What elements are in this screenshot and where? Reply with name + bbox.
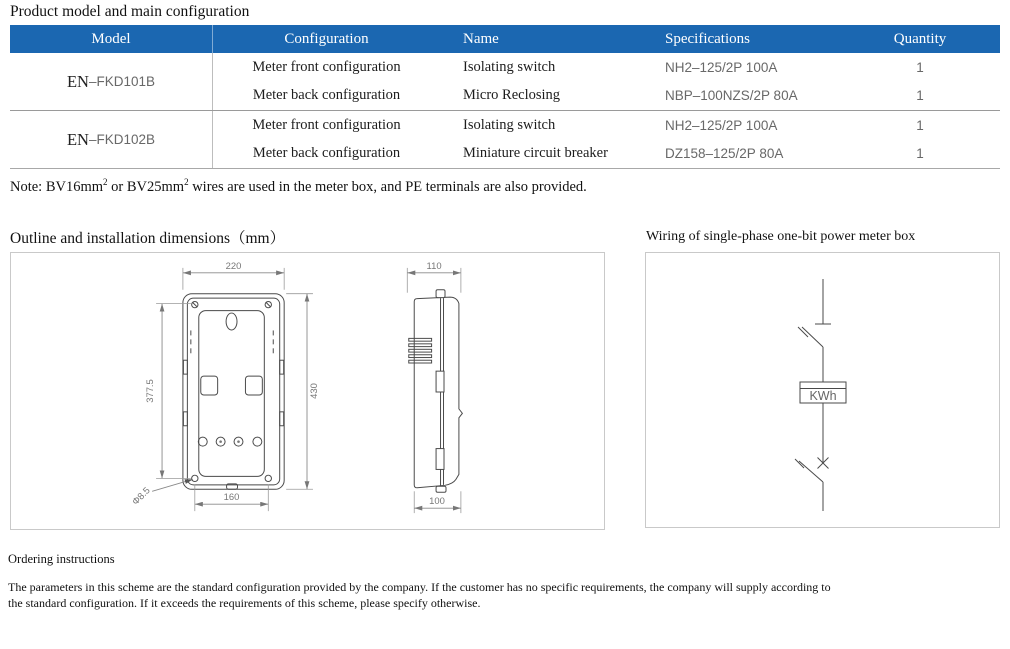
- wiring-diagram-panel: [645, 252, 1000, 528]
- meter-label: KWh: [809, 389, 837, 403]
- cell-configuration: Meter back configuration: [252, 145, 401, 162]
- cell-name: Micro Reclosing: [463, 87, 561, 104]
- note-superscript: 2: [184, 177, 189, 187]
- table-header-row: [10, 25, 1000, 53]
- outline-section-heading: Outline and installation dimensions（mm）: [10, 230, 286, 247]
- single-line-diagram: [795, 279, 846, 511]
- front-view-drawing: [183, 294, 284, 490]
- dim-label-377-5: 377.5: [144, 379, 156, 403]
- header-model: Model: [10, 25, 213, 53]
- table-row: [213, 111, 1000, 140]
- cell-name: Isolating switch: [463, 116, 556, 133]
- model-prefix: EN: [66, 129, 89, 149]
- dim-label-100: 100: [429, 495, 445, 507]
- dim-label-430: 430: [307, 383, 319, 399]
- outline-drawing: [11, 253, 604, 529]
- table-row: [213, 82, 1000, 111]
- dim-label-160: 160: [223, 491, 240, 503]
- wiring-diagram: [646, 253, 999, 527]
- cell-name: Miniature circuit breaker: [463, 145, 608, 162]
- dim-label-220: 220: [225, 259, 242, 271]
- table-row: [213, 140, 1000, 169]
- cell-specification: NH2–125/2P 100A: [665, 117, 778, 133]
- cell-name: Isolating switch: [463, 58, 556, 75]
- cell-quantity: 1: [916, 146, 924, 162]
- model-cell: [10, 53, 213, 110]
- ordering-instructions-heading: Ordering instructions: [8, 552, 115, 566]
- table-group-fkd102b: [10, 110, 1000, 168]
- note-text: or BV25mm: [107, 178, 185, 195]
- model-cell: [10, 111, 213, 168]
- configuration-table: [10, 25, 1000, 169]
- dim-label-110: 110: [426, 259, 442, 271]
- cell-quantity: 1: [916, 59, 924, 75]
- header-name: Name: [463, 30, 499, 47]
- ordering-instructions-text: The parameters in this scheme are the standard configuration provided by the company. If the customer has no specific requirements, the company will supply according to the standard configuration. If it exceeds the requirements of this scheme, please specify otherwise.: [8, 580, 831, 610]
- model-number: –FKD101B: [88, 74, 156, 89]
- cell-quantity: 1: [916, 117, 924, 133]
- page-title: Product model and main configuration: [10, 3, 250, 20]
- table-group-fkd101b: [10, 53, 1000, 110]
- header-quantity: Quantity: [893, 30, 947, 47]
- side-view-drawing: [409, 290, 463, 493]
- cell-specification: NH2–125/2P 100A: [665, 59, 778, 75]
- header-specifications: Specifications: [665, 30, 750, 47]
- note-superscript: 2: [103, 177, 108, 187]
- note-text: wires are used in the meter box, and PE terminals are also provided.: [188, 178, 587, 195]
- cell-specification: DZ158–125/2P 80A: [665, 146, 784, 162]
- cell-specification: NBP–100NZS/2P 80A: [665, 88, 798, 104]
- cell-configuration: Meter back configuration: [252, 87, 401, 104]
- cell-quantity: 1: [916, 88, 924, 104]
- model-prefix: EN: [66, 71, 89, 91]
- note-text: Note: BV16mm: [10, 178, 104, 195]
- table-row: [213, 53, 1000, 82]
- outline-drawing-panel: [10, 252, 605, 530]
- dim-label-hole: Φ8.5: [129, 484, 152, 507]
- cell-configuration: Meter front configuration: [252, 58, 401, 75]
- model-number: –FKD102B: [88, 132, 156, 147]
- cell-configuration: Meter front configuration: [252, 116, 401, 133]
- wiring-section-heading: Wiring of single-phase one-bit power meter box: [646, 229, 916, 244]
- header-configuration: Configuration: [284, 30, 369, 47]
- table-note: [10, 177, 587, 196]
